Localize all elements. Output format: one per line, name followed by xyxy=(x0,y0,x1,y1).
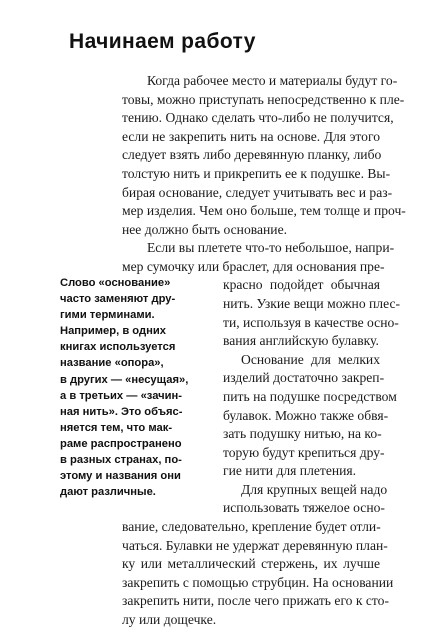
sidebar-note xyxy=(60,275,210,500)
body-line: ку или металлический стержень, их лучше xyxy=(122,556,380,571)
sidebar-line: в разных странах, по- xyxy=(60,454,182,467)
body-line: Основание для мелких xyxy=(241,352,380,367)
body-line: использовать тяжелое осно- xyxy=(223,500,385,515)
body-line: мер изделия. Чем оно больше, тем толще и проч- xyxy=(122,203,406,218)
body-line: тению. Однако сделать что-либо не получится, xyxy=(122,110,394,125)
sidebar-line: Например, в одних xyxy=(60,325,166,338)
sidebar-line: раме распространено xyxy=(60,437,182,450)
body-line: булавок. Можно также обвя- xyxy=(223,408,389,423)
body-line: красно подойдет обычная xyxy=(223,277,380,292)
body-line: пить на подушке посредством xyxy=(223,389,397,404)
body-line: вание, следовательно, крепление будет отли- xyxy=(122,519,381,534)
sidebar-line: часто заменяют дру- xyxy=(60,293,176,306)
body-line: нить. Узкие вещи можно плес- xyxy=(223,296,401,311)
body-line: вания английскую булавку. xyxy=(223,333,379,348)
body-line: мер сумочку или браслет, для основания пре- xyxy=(122,259,385,274)
body-line: товы, можно приступать непосредственно к пле- xyxy=(122,92,405,107)
body-line: бирая основание, следует учитывать вес и раз- xyxy=(122,185,393,200)
body-line: закрепить с помощью струбцин. На основании xyxy=(122,575,394,590)
body-line: следует взять либо деревянную планку, либо xyxy=(122,147,382,162)
body-line: толстую нить и прикрепить ее к подушке. Вы- xyxy=(122,166,391,181)
body-line: нее должно быть основание. xyxy=(122,222,288,237)
body-line: если не закрепить нить на основе. Для этого xyxy=(122,129,380,144)
body-line: гие нити для плетения. xyxy=(223,463,357,478)
sidebar-line: книгах используется xyxy=(60,341,176,354)
sidebar-line: Слово «основание» xyxy=(60,277,171,289)
body-line: Если вы плетете что-то небольшое, напри- xyxy=(147,240,395,255)
sidebar-line: в других — «несущая», xyxy=(60,373,189,386)
page-title: Начинаем работу xyxy=(69,30,256,53)
body-line: чаться. Булавки не удержат деревянную план- xyxy=(122,538,388,553)
sidebar-line: этому и названия они xyxy=(60,470,181,483)
body-line: лу или дощечке. xyxy=(122,612,217,627)
body-line: закрепить нити, после чего прижать его к сто- xyxy=(122,593,389,608)
body-line: Для крупных вещей надо xyxy=(241,482,388,497)
sidebar-line: а в третьих — «зачин- xyxy=(60,389,182,402)
sidebar-line: гими терминами. xyxy=(60,309,155,322)
sidebar-line: ная нить». Это объяс- xyxy=(60,405,183,418)
body-line: изделий достаточно закреп- xyxy=(223,370,385,385)
body-line: ти, используя в качестве осно- xyxy=(223,315,399,330)
sidebar-line: няется тем, что мак- xyxy=(60,421,173,434)
sidebar-line: дают различные. xyxy=(60,486,156,499)
body-line: торую будут крепиться дру- xyxy=(223,445,385,460)
sidebar-line: название «опора», xyxy=(60,357,164,370)
body-line: зать подушку нитью, на ко- xyxy=(223,426,382,441)
body-line: Когда рабочее место и материалы будут го- xyxy=(147,73,398,88)
